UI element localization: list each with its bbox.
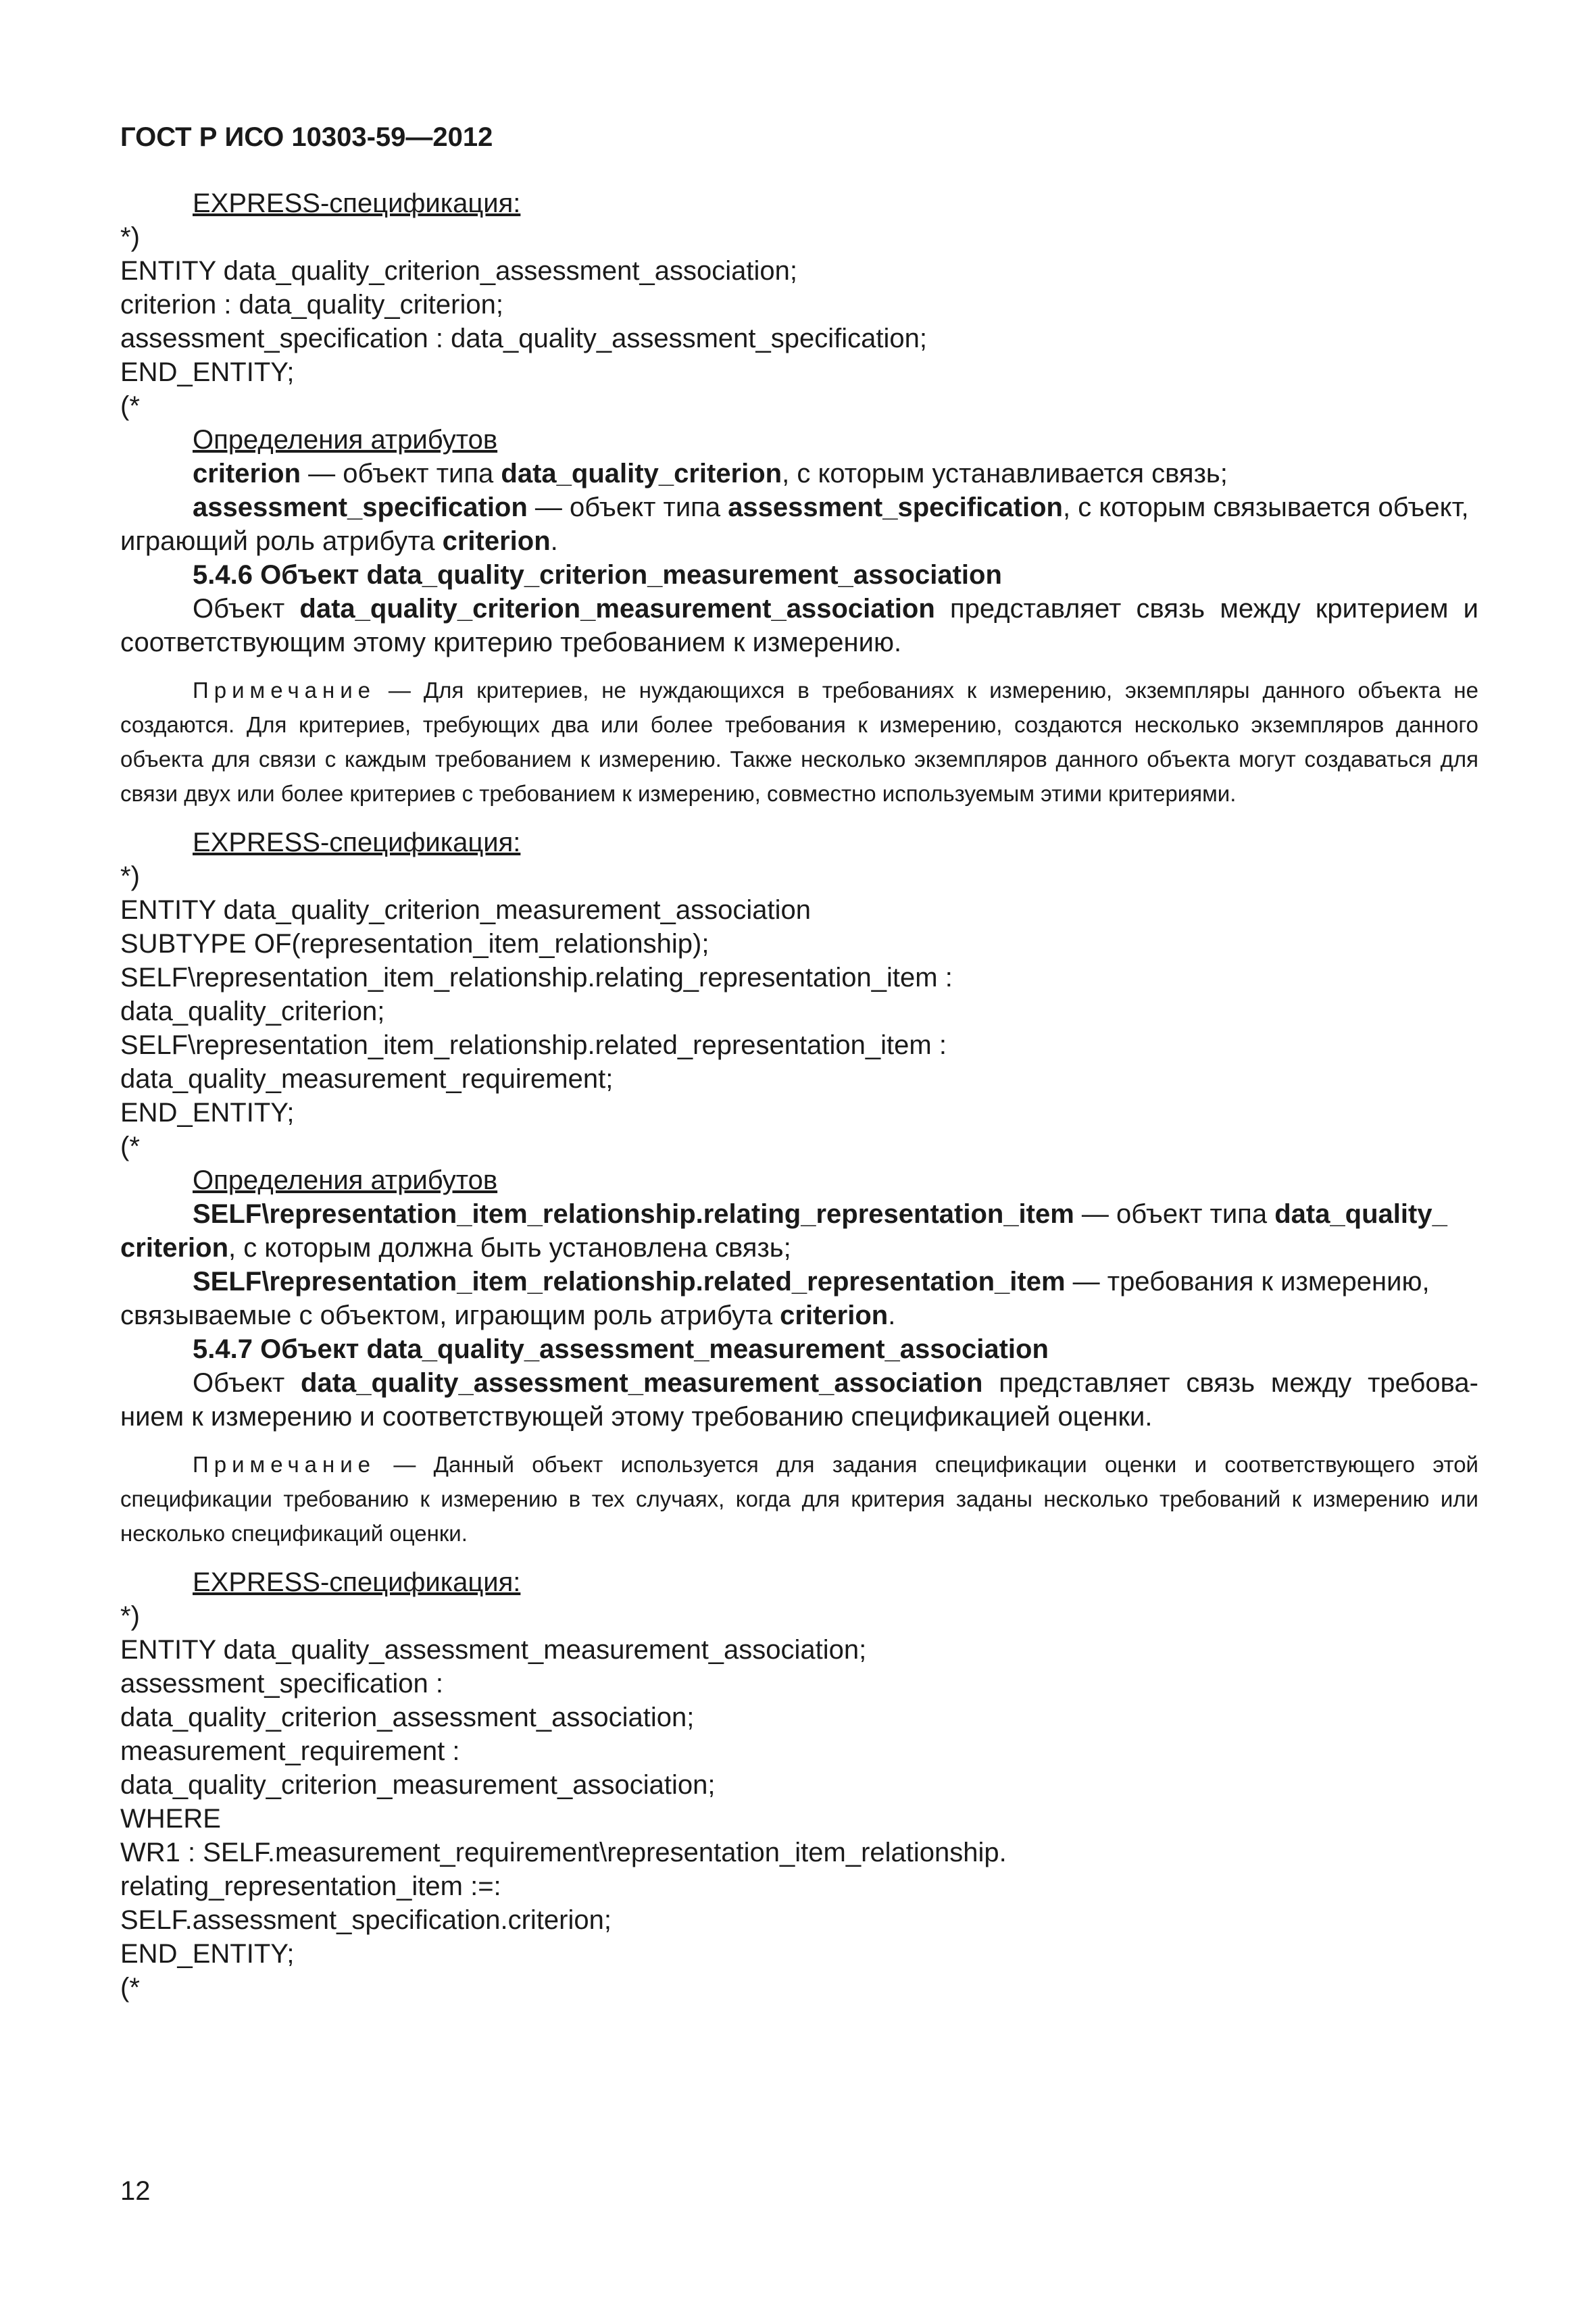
code-line: ENTITY data_quality_assessment_measurement_association; <box>120 1635 867 1665</box>
section-paragraph <box>120 1366 1478 1434</box>
paragraph-text: Объект <box>193 1368 301 1398</box>
attribute-definitions-heading: Определения атрибутов <box>193 1165 498 1195</box>
code-line: relating_representation_item :=: <box>120 1871 501 1901</box>
code-line: ENTITY data_quality_criterion_assessment_association; <box>120 256 797 286</box>
paragraph-text: Объект <box>193 594 300 624</box>
express-code-block <box>120 1599 1478 2005</box>
express-label: EXPRESS-спецификация: <box>193 188 521 218</box>
section-paragraph <box>120 592 1478 659</box>
attribute-name: criterion <box>780 1301 889 1330</box>
attribute-definition <box>120 491 1478 524</box>
attribute-type: data_quality_ <box>1274 1199 1447 1229</box>
express-code-block <box>120 859 1478 1163</box>
attribute-text: — требования к измерению, <box>1065 1267 1430 1297</box>
attribute-text: . <box>550 526 558 556</box>
note <box>120 1447 1478 1551</box>
attribute-text: — объект типа <box>301 459 501 488</box>
code-line: END_ENTITY; <box>120 1098 295 1128</box>
express-label: EXPRESS-спецификация: <box>193 828 521 857</box>
note-text: — Данный объект используется для задания спецификации оценки и соответствующего этой спецификации требованию к измерению в тех случаях, когда для критерия заданы несколько требований к измерению или несколько спецификаций оценки. <box>120 1452 1478 1546</box>
attribute-text: играющий роль атрибута <box>120 526 443 556</box>
attribute-definition-continuation <box>120 1299 1478 1332</box>
code-line: criterion : data_quality_criterion; <box>120 290 503 320</box>
note-text: — Для критериев, не нуждающихся в требованиях к измерению, экземпляры данного объекта не создаются. Для критериев, требующих два или более требования к измерению, создаются несколько экземпляров данного объекта для связи с каждым требованием к измерению. Также несколько экземпляров данного объекта могут создаваться для связи двух или более критериев с требованием к измерению, совместно используемым этими критериями. <box>120 678 1478 806</box>
note-label: Примечание <box>193 678 376 703</box>
code-line: END_ENTITY; <box>120 357 295 387</box>
attribute-type: criterion <box>120 1233 229 1263</box>
code-line: WHERE <box>120 1804 221 1834</box>
attribute-text: связываемые с объектом, играющим роль атрибута <box>120 1301 780 1330</box>
attribute-definition <box>120 1265 1478 1299</box>
attribute-text: — объект типа <box>1074 1199 1275 1229</box>
code-line: (* <box>120 391 140 421</box>
code-line: data_quality_measurement_requirement; <box>120 1064 614 1094</box>
attribute-name: criterion <box>193 459 301 488</box>
note-label: Примечание <box>193 1452 376 1477</box>
attribute-name: assessment_specification <box>193 493 528 522</box>
code-line: *) <box>120 1601 140 1631</box>
page-number: 12 <box>120 2176 151 2206</box>
attribute-type: assessment_specification <box>728 493 1063 522</box>
attribute-definition-continuation <box>120 1231 1478 1265</box>
code-line: SELF.assessment_specification.criterion; <box>120 1905 612 1935</box>
attribute-text: , с которым связывается объект, <box>1063 493 1469 522</box>
express-label: EXPRESS-спецификация: <box>193 1567 521 1597</box>
paragraph-text: представляет связь между критерием и соответствующим этому критерию требованием к измерению. <box>120 594 1479 657</box>
note <box>120 673 1478 811</box>
code-line: (* <box>120 1132 140 1161</box>
code-line: measurement_requirement : <box>120 1736 460 1766</box>
attribute-definition <box>120 1197 1478 1231</box>
attribute-text: , с которым должна быть установлена связь; <box>228 1233 791 1263</box>
code-line: *) <box>120 861 140 891</box>
code-line: END_ENTITY; <box>120 1939 295 1969</box>
code-line: ENTITY data_quality_criterion_measurement_association <box>120 895 812 925</box>
express-code-block <box>120 220 1478 423</box>
code-line: SELF\representation_item_relationship.related_representation_item : <box>120 1030 947 1060</box>
attribute-text: — объект типа <box>527 493 728 522</box>
code-line: assessment_specification : data_quality_assessment_specification; <box>120 324 927 353</box>
attribute-text: , с которым устанавливается связь; <box>782 459 1228 488</box>
entity-name: data_quality_assessment_measurement_association <box>301 1368 983 1398</box>
document-header: ГОСТ Р ИСО 10303-59—2012 <box>120 122 493 152</box>
code-line: data_quality_criterion_measurement_association; <box>120 1770 716 1800</box>
entity-name: data_quality_criterion_measurement_association <box>299 594 935 624</box>
section-title-5-4-7: 5.4.7 Объект data_quality_assessment_measurement_association <box>193 1334 1049 1364</box>
attribute-name: criterion <box>442 526 551 556</box>
attribute-type: data_quality_criterion <box>501 459 782 488</box>
code-line: SUBTYPE OF(representation_item_relationship); <box>120 929 709 959</box>
attribute-text: . <box>888 1301 896 1330</box>
code-line: SELF\representation_item_relationship.relating_representation_item : <box>120 963 953 992</box>
attribute-definitions-heading: Определения атрибутов <box>193 425 498 455</box>
attribute-name: SELF\representation_item_relationship.relating_representation_item <box>193 1199 1074 1229</box>
section-title-5-4-6: 5.4.6 Объект data_quality_criterion_measurement_association <box>193 560 1002 590</box>
attribute-name: SELF\representation_item_relationship.related_representation_item <box>193 1267 1066 1297</box>
code-line: WR1 : SELF.measurement_requirement\representation_item_relationship. <box>120 1838 1007 1867</box>
code-line: data_quality_criterion_assessment_association; <box>120 1703 695 1732</box>
page-content <box>120 120 1478 2005</box>
attribute-definition <box>120 457 1478 491</box>
code-line: (* <box>120 1973 140 2003</box>
code-line: *) <box>120 222 140 252</box>
attribute-definition-continuation <box>120 524 1478 558</box>
code-line: data_quality_criterion; <box>120 997 385 1026</box>
code-line: assessment_specification : <box>120 1669 444 1699</box>
paragraph-text: представляет связь между требова-нием к измерению и соответствующей этому требованию спецификацией оценки. <box>120 1368 1478 1432</box>
